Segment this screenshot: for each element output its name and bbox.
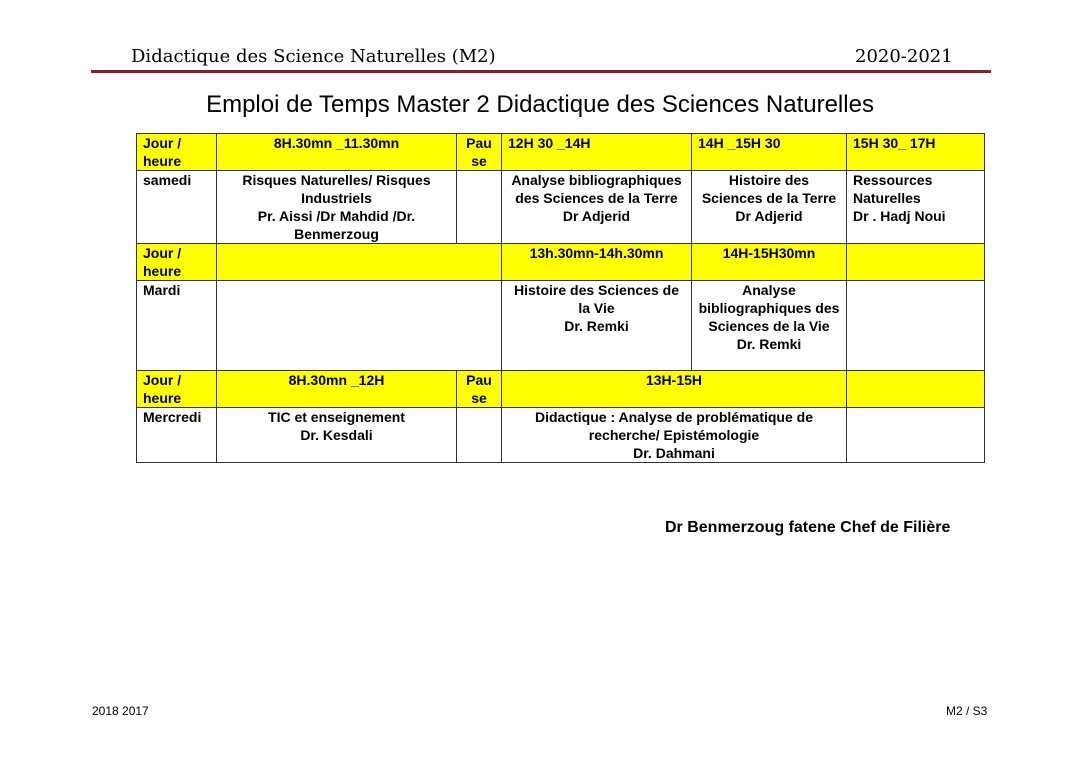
pause-cell — [457, 408, 502, 463]
slot-header: 13H-15H — [502, 371, 847, 408]
course-cell: Didactique : Analyse de problématique de recherche/ Epistémologie Dr. Dahmani — [502, 408, 847, 463]
header-document-title: Didactique des Science Naturelles (M2) — [131, 46, 496, 67]
empty-header-cell — [217, 244, 502, 281]
empty-header-cell — [847, 244, 985, 281]
timetable-row-samedi — [137, 171, 985, 244]
slot-header: 8H.30mn _11.30mn — [217, 134, 457, 171]
course-cell — [217, 171, 457, 244]
slot-header: 12H 30 _14H — [502, 134, 692, 171]
footer-level: M2 / S3 — [946, 704, 988, 718]
day-cell: samedi — [137, 171, 217, 244]
day-hour-label: Jour / heure — [137, 244, 217, 281]
course-cell: Analyse bibliographiques des Sciences de la Terre Dr Adjerid — [502, 171, 692, 244]
timetable-header-row-mardi — [137, 244, 985, 281]
slot-header: 13h.30mn-14h.30mn — [502, 244, 692, 281]
timetable-row-mercredi — [137, 408, 985, 463]
signature: Dr Benmerzoug fatene Chef de Filière — [665, 519, 951, 536]
timetable-row-mardi — [137, 281, 985, 371]
day-cell: Mardi — [137, 281, 217, 371]
page-title: Emploi de Temps Master 2 Didactique des Sciences Naturelles — [206, 91, 874, 118]
day-cell: Mercredi — [137, 408, 217, 463]
footer-years: 2018 2017 — [92, 704, 149, 718]
course-cell: TIC et enseignement Dr. Kesdali — [217, 408, 457, 463]
course-cell: Histoire des Sciences de la Vie Dr. Remki — [502, 281, 692, 371]
course-cell: Analyse bibliographiques des Sciences de la Vie Dr. Remki — [692, 281, 847, 371]
day-hour-label: Jour / heure — [137, 134, 217, 171]
empty-header-cell — [847, 371, 985, 408]
header-rule — [91, 70, 991, 73]
slot-header: 14H _15H 30 — [692, 134, 847, 171]
course-risques: Risques Naturelles/ Risques Industriels Pr. Aissi /Dr Mahdid /Dr. Benmerzoug — [242, 172, 431, 242]
pause-cell — [457, 171, 502, 244]
slot-header: 15H 30_ 17H — [847, 134, 985, 171]
empty-cell — [847, 408, 985, 463]
pause-header: Pau se — [457, 371, 502, 408]
timetable-header-row-samedi — [137, 134, 985, 171]
course-cell: Ressources Naturelles Dr . Hadj Noui — [847, 171, 985, 244]
slot-header: 8H.30mn _12H — [217, 371, 457, 408]
empty-cell — [847, 281, 985, 371]
header-academic-year: 2020-2021 — [855, 46, 953, 67]
pause-header: Pau se — [457, 134, 502, 171]
timetable — [136, 133, 985, 463]
course-cell: Histoire des Sciences de la Terre Dr Adjerid — [692, 171, 847, 244]
empty-cell — [217, 281, 502, 371]
slot-header: 14H-15H30mn — [692, 244, 847, 281]
day-hour-label: Jour / heure — [137, 371, 217, 408]
timetable-header-row-mercredi — [137, 371, 985, 408]
